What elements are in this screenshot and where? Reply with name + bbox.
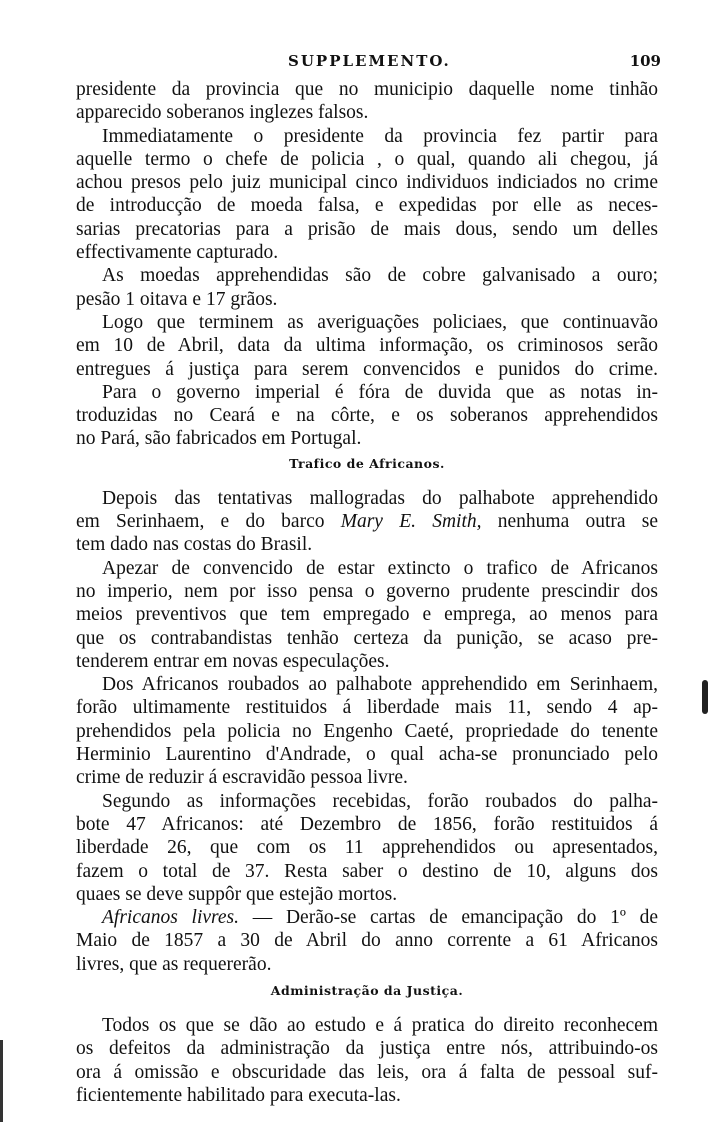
text-line: effectivamente capturado. [76, 242, 279, 264]
subsection-label: Africanos livres. [102, 907, 240, 929]
text-line: entregues á justiça para serem convencidos e punidos do crime. [76, 358, 658, 380]
page-number: 109 [629, 52, 661, 70]
text-line: Maio de 1857 a 30 de Abril do anno corrente a 61 Africanos [76, 930, 658, 952]
text-line: de introducção de moeda falsa, e expedidas por elle as neces- [76, 195, 658, 217]
text-line: no imperio, nem por isso pensa o governo prudente prescindir dos [76, 580, 658, 602]
text-line: Apezar de convencido de estar extincto o trafico de Africanos [102, 557, 658, 579]
text-line: ficientemente habilitado para executa-las. [76, 1084, 401, 1106]
trafico-paragraphs [76, 487, 658, 976]
text-line: troduzidas no Ceará e na côrte, e os soberanos apprehendidos [76, 405, 658, 427]
text-line: os defeitos da administração da justiça entre nós, attribuindo-os [76, 1038, 658, 1060]
text-line: Logo que terminem as averiguações policiaes, que continuavão [102, 311, 658, 333]
running-title: SUPPLEMENTO. [288, 52, 451, 70]
text-fragment: — Derão-se cartas de emancipação do 1º de [252, 907, 658, 929]
text-line: sarias precatorias para a prisão de mais dous, sendo um delles [76, 218, 658, 240]
text-line: Dos Africanos roubados ao palhabote apprehendido em Serinhaem, [102, 674, 658, 696]
text-line: apparecido soberanos inglezes falsos. [76, 102, 369, 124]
text-line: Segundo as informações recebidas, forão roubados do palha- [102, 790, 658, 812]
section-heading-justica: Administração da Justiça. [270, 982, 464, 998]
intro-paragraphs [76, 78, 658, 451]
text-line: prehendidos pela policia no Engenho Caeté, propriedade do tenente [76, 720, 658, 742]
text-line: quaes se deve suppôr que estejão mortos. [76, 883, 398, 905]
text-line [76, 510, 658, 533]
text-line: As moedas apprehendidas são de cobre galvanisado a ouro; [102, 265, 658, 287]
text-line: que os contrabandistas tenhão certeza da punição, se acaso pre- [76, 627, 658, 649]
book-page [76, 48, 661, 1107]
text-line: livres, que as requererão. [76, 953, 272, 975]
text-line: bote 47 Africanos: até Dezembro de 1856, forão restituidos á [76, 813, 658, 835]
text-line: forão ultimamente restituidos á liberdade mais 11, sendo 4 ap- [76, 697, 658, 719]
text-line: Todos os que se dão ao estudo e á pratica do direito reconhecem [102, 1014, 658, 1036]
text-line: liberdade 26, que com os 11 apprehendidos ou apresentados, [76, 837, 658, 859]
text-line: presidente da provincia que no municipio daquelle nome tinhão [76, 79, 658, 100]
justica-paragraphs [76, 1014, 658, 1107]
text-fragment: em Serinhaem, e do barco [76, 511, 325, 533]
text-line: achou presos pelo juiz municipal cinco individuos indiciados no crime [76, 172, 658, 194]
text-line: fazem o total de 37. Resta saber o destino de 10, alguns dos [76, 860, 658, 882]
page-header [76, 48, 661, 78]
text-line: ora á omissão e obscuridade das leis, ora á falta de pessoal suf- [76, 1061, 658, 1083]
text-line: no Pará, são fabricados em Portugal. [76, 428, 362, 450]
text-line: Depois das tentativas mallogradas do palhabote apprehendido [102, 487, 658, 509]
binding-edge-mark [0, 1040, 3, 1122]
margin-ink-mark [702, 680, 708, 714]
text-line: Para o governo imperial é fóra de duvida que as notas in- [102, 381, 658, 403]
text-line: meios preventivos que tem empregado e emprega, ao menos para [76, 604, 658, 626]
section-heading-trafico: Trafico de Africanos. [289, 455, 445, 471]
text-line [76, 906, 658, 929]
text-line: pesão 1 oitava e 17 grãos. [76, 288, 278, 310]
ship-name: Mary E. Smith, [340, 511, 482, 533]
text-fragment: nenhuma outra se [497, 511, 658, 533]
text-line: tem dado nas costas do Brasil. [76, 534, 313, 556]
text-line: aquelle termo o chefe de policia , o qual, quando ali chegou, já [76, 148, 658, 170]
text-line: crime de reduzir á escravidão pessoa livre. [76, 767, 408, 789]
text-line: Immediatamente o presidente da provincia fez partir para [102, 125, 658, 147]
text-line: tenderem entrar em novas especulações. [76, 650, 390, 672]
text-line: em 10 de Abril, data da ultima informação, os criminosos serão [76, 335, 658, 357]
text-line: Herminio Laurentino d'Andrade, o qual acha-se pronunciado pelo [76, 744, 658, 766]
